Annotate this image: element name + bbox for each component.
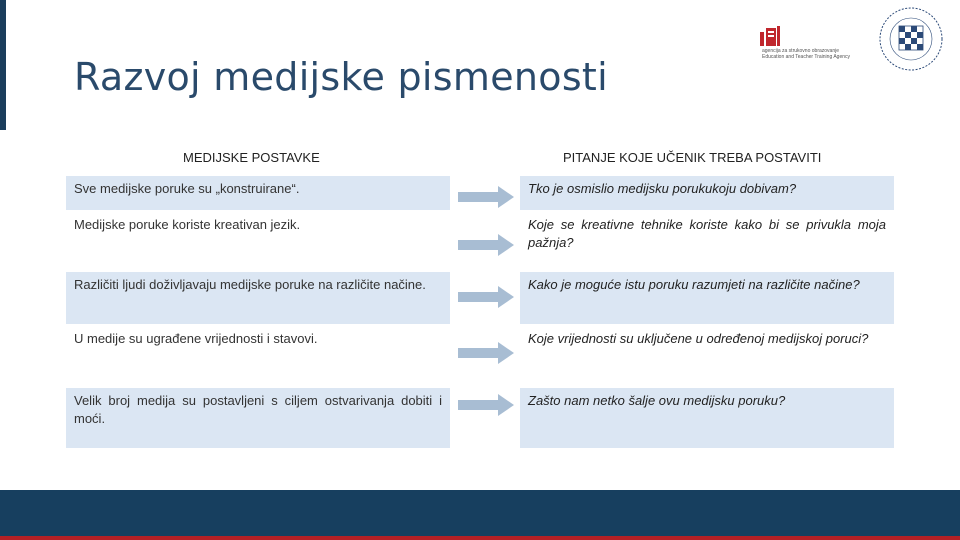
premise-cell: Sve medijske poruke su „konstruirane“. bbox=[66, 176, 450, 210]
question-cell: Tko je osmislio medijsku porukukoju dobivam? bbox=[520, 176, 894, 210]
right-arrow-icon bbox=[458, 234, 514, 256]
right-arrow-icon bbox=[458, 286, 514, 308]
left-accent-bar bbox=[0, 0, 6, 130]
agency-logo bbox=[760, 26, 850, 70]
question-cell: Kako je moguće istu poruku razumjeti na različite načine? bbox=[520, 272, 894, 324]
column-header-right: PITANJE KOJE UČENIK TREBA POSTAVITI bbox=[563, 150, 822, 165]
premise-cell: Medijske poruke koriste kreativan jezik. bbox=[74, 217, 301, 232]
agency-logo-icon bbox=[760, 26, 784, 46]
footer-accent-line bbox=[0, 536, 960, 540]
right-arrow-icon bbox=[458, 186, 514, 208]
footer-bar bbox=[0, 490, 960, 540]
question-cell: Zašto nam netko šalje ovu medijsku poruku? bbox=[520, 388, 894, 448]
page-title: Razvoj medijske pismenosti bbox=[74, 55, 608, 99]
right-arrow-icon bbox=[458, 394, 514, 416]
right-arrow-icon bbox=[458, 342, 514, 364]
column-header-left: MEDIJSKE POSTAVKE bbox=[183, 150, 320, 165]
question-cell: Koje se kreativne tehnike koriste kako bi se privukla moja pažnja? bbox=[528, 217, 886, 250]
premise-cell: Različiti ljudi doživljavaju medijske poruke na različite načine. bbox=[66, 272, 450, 324]
agency-logo-line-2: Education and Teacher Training Agency bbox=[762, 54, 851, 60]
question-cell: Koje vrijednosti su uključene u određenoj medijskoj poruci? bbox=[528, 331, 869, 346]
premise-cell: U medije su ugrađene vrijednosti i stavovi. bbox=[74, 331, 318, 346]
premise-cell: Velik broj medija su postavljeni s ciljem ostvarivanja dobiti i moći. bbox=[66, 388, 450, 448]
agency-logo-line-1: agencija za strukovno obrazovanje bbox=[762, 48, 839, 54]
croatian-seal-icon bbox=[878, 6, 944, 72]
